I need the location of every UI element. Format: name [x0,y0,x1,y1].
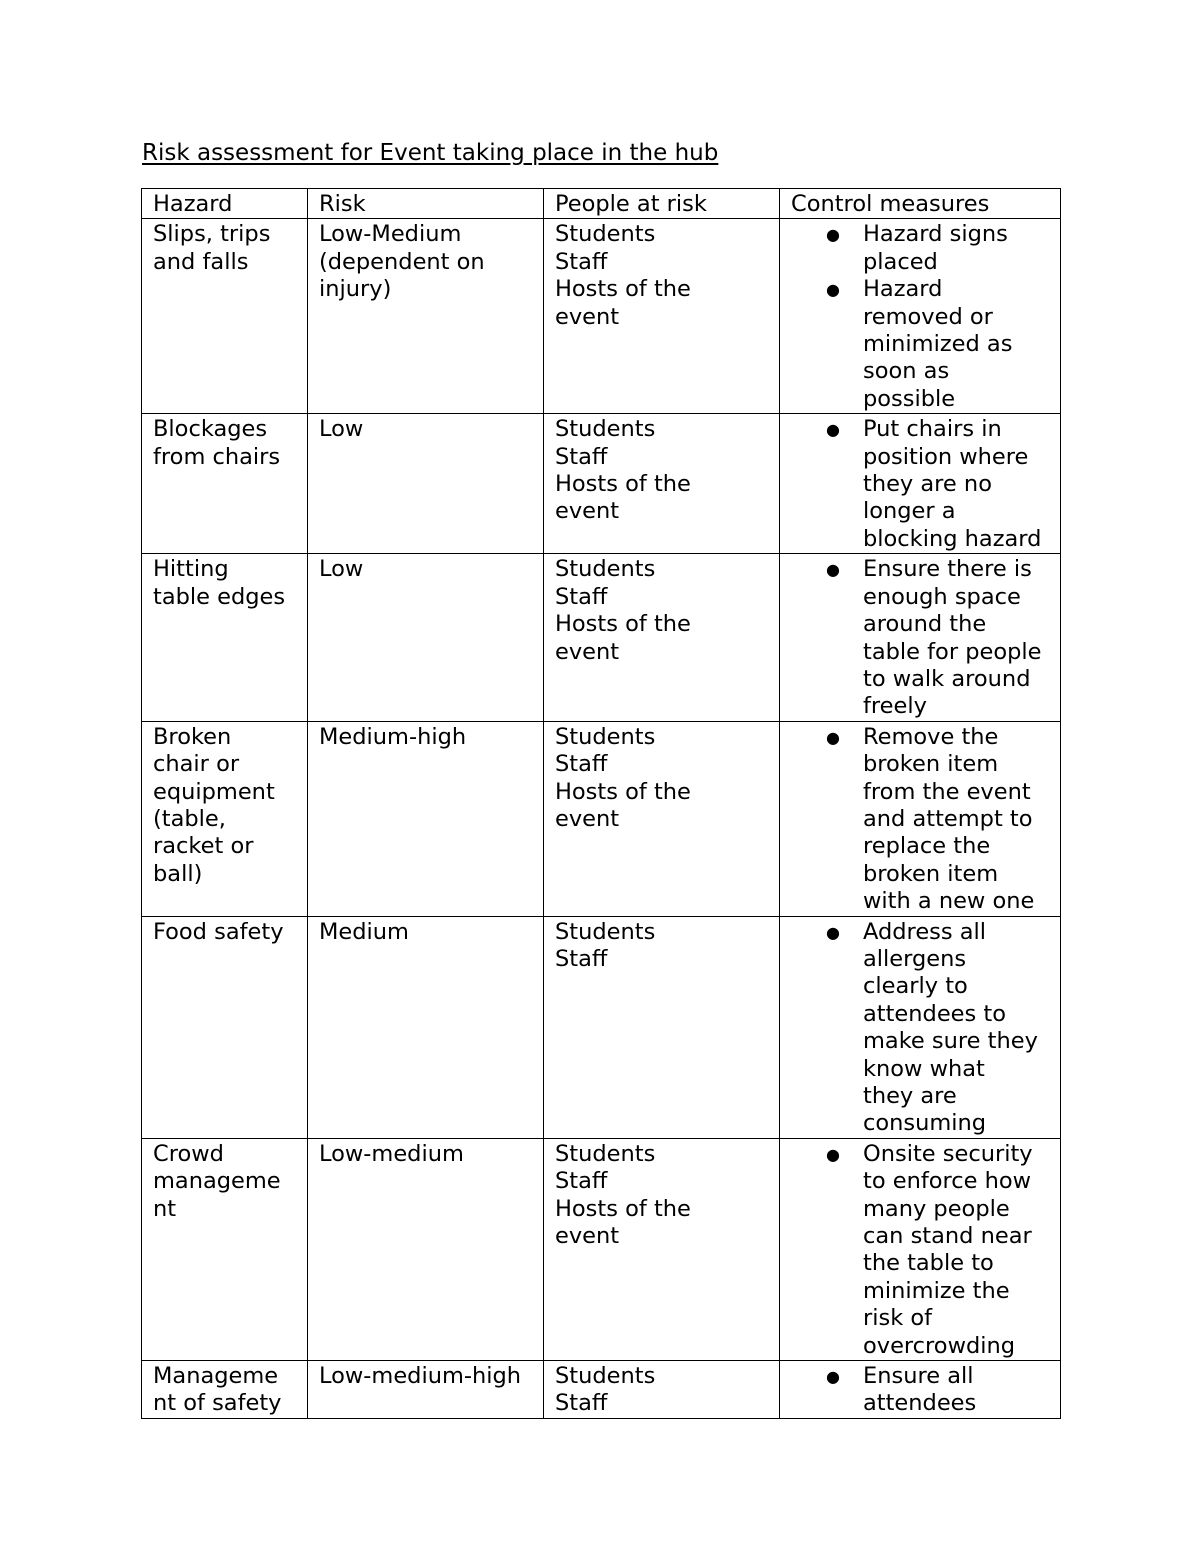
table-row [142,916,1061,1138]
risk-cell [308,414,544,554]
control-measure-line: blocking hazard [863,525,1042,552]
control-measure-line: attendees [863,1390,977,1417]
control-measure-line: enough space [863,583,1021,610]
bullet-icon: ● [826,1144,840,1164]
control-measure-line: Address all [863,918,987,945]
control-measure-line: table for people [863,638,1042,665]
control-measure-line: position where [863,443,1029,470]
control-measure-line: around the [863,611,987,638]
control-measure-line: consuming [863,1110,987,1137]
bullet-icon: ● [826,225,840,245]
control-measures-cell [780,916,1061,1138]
people-at-risk-cell [544,414,780,554]
control-measure-line: possible [863,385,956,412]
hazard-cell-line: nt of safety [153,1390,282,1417]
hazard-cell-line: Slips, trips [153,221,271,248]
control-measures-list [791,221,1054,413]
control-measure-line: they are no [863,471,992,498]
control-measures-cell [780,219,1061,414]
control-measure-line: can stand near [863,1223,1032,1250]
hazard-cell-line: Manageme [153,1363,279,1390]
control-measures-list [791,556,1054,720]
control-measures-list [791,1141,1054,1360]
risk-cell-line: Low-medium-high [319,1363,522,1390]
hazard-cell-line: racket or [153,833,254,860]
control-measure-line: Hazard signs [863,221,1008,248]
risk-cell-line: Medium-high [319,723,467,750]
bullet-icon: ● [826,280,840,300]
header-people-at-risk: People at risk [544,189,780,219]
control-measure-item [826,276,1054,413]
control-measure-line: Onsite security [863,1140,1033,1167]
hazard-cell-line: equipment [153,778,275,805]
people-at-risk-cell-line: Staff [555,751,608,778]
people-at-risk-cell-line: event [555,805,620,832]
hazard-cell-line: table edges [153,583,286,610]
control-measure-line: Remove the [863,723,999,750]
hazard-cell [142,414,308,554]
people-at-risk-cell [544,554,780,721]
control-measure-item [826,221,1054,276]
control-measure-line: many people [863,1195,1010,1222]
control-measure-item [826,918,1054,1138]
hazard-cell-line: Food safety [153,918,284,945]
people-at-risk-cell-line: event [555,638,620,665]
control-measure-line: from the event [863,778,1031,805]
control-measure-line: removed or [863,303,993,330]
control-measure-line: risk of [863,1305,933,1332]
people-at-risk-cell-line: Students [555,221,656,248]
risk-cell [308,721,544,916]
control-measure-line: the table to [863,1250,994,1277]
control-measure-line: to walk around [863,665,1031,692]
control-measure-line: Ensure all [863,1363,974,1390]
control-measure-line: broken item [863,751,999,778]
table-row [142,1138,1061,1360]
control-measure-line: allergens [863,945,967,972]
control-measure-item [826,1363,1054,1418]
hazard-cell-line: manageme [153,1168,281,1195]
people-at-risk-cell-line: Hosts of the [555,471,691,498]
risk-cell [308,554,544,721]
hazard-cell-line: Broken [153,723,232,750]
hazard-cell [142,219,308,414]
control-measure-line: and attempt to [863,805,1033,832]
control-measures-list [791,724,1054,916]
hazard-cell-line: Blockages [153,416,268,443]
people-at-risk-cell [544,916,780,1138]
people-at-risk-cell-line: Hosts of the [555,276,691,303]
people-at-risk-cell-line: Staff [555,583,608,610]
control-measure-line: clearly to [863,973,968,1000]
hazard-cell-line: nt [153,1195,177,1222]
people-at-risk-cell-line: Staff [555,1168,608,1195]
bullet-icon: ● [826,420,840,440]
risk-cell-line: Low-medium [319,1140,464,1167]
control-measures-cell [780,721,1061,916]
control-measure-line: longer a [863,498,956,525]
hazard-cell [142,1138,308,1360]
hazard-cell-line: ball) [153,860,203,887]
control-measures-list [791,1363,1054,1418]
people-at-risk-cell-line: event [555,303,620,330]
control-measures-cell [780,554,1061,721]
risk-cell [308,916,544,1138]
table-header-row [142,189,1061,219]
control-measure-line: replace the [863,833,991,860]
control-measures-list [791,416,1054,553]
control-measure-line: they are [863,1083,957,1109]
hazard-cell-line: Crowd [153,1140,224,1167]
control-measure-item [826,556,1054,720]
people-at-risk-cell-line: event [555,1223,620,1250]
control-measures-cell [780,414,1061,554]
hazard-cell [142,1361,308,1419]
risk-cell-line: Low-Medium [319,221,462,248]
people-at-risk-cell-line: Staff [555,443,608,470]
header-hazard: Hazard [142,189,308,219]
risk-cell-line: Low [319,556,364,583]
table-row [142,1361,1061,1419]
table-row [142,721,1061,916]
hazard-cell-line: chair or [153,751,240,778]
header-risk: Risk [308,189,544,219]
people-at-risk-cell-line: Staff [555,1390,608,1417]
control-measure-line: freely [863,693,927,720]
bullet-icon: ● [826,1367,840,1387]
hazard-cell-line: and falls [153,248,249,275]
control-measure-line: placed [863,248,938,275]
hazard-cell-line: Hitting [153,556,229,583]
table-row [142,554,1061,721]
table-row [142,219,1061,414]
risk-cell-line: injury) [319,276,392,303]
risk-cell [308,1138,544,1360]
people-at-risk-cell-line: Staff [555,945,608,972]
risk-cell-line: Low [319,416,364,443]
risk-cell-line: Medium [319,918,409,945]
control-measure-line: with a new one [863,888,1035,915]
hazard-cell [142,554,308,721]
people-at-risk-cell [544,1138,780,1360]
control-measure-line: minimized as [863,331,1013,358]
people-at-risk-cell-line: Students [555,556,656,583]
people-at-risk-cell [544,721,780,916]
risk-cell [308,219,544,414]
risk-assessment-table [141,188,1061,1419]
people-at-risk-cell [544,1361,780,1419]
control-measure-line: overcrowding [863,1332,1016,1359]
hazard-cell-line: (table, [153,805,226,832]
page-title: Risk assessment for Event taking place in the hub [142,140,719,166]
hazard-cell [142,916,308,1138]
control-measures-cell [780,1138,1061,1360]
people-at-risk-cell-line: Students [555,723,656,750]
people-at-risk-cell-line: Hosts of the [555,611,691,638]
header-control-measures: Control measures [780,189,1061,219]
control-measure-line: attendees to [863,1000,1006,1027]
control-measure-item [826,1140,1054,1360]
control-measure-line: broken item [863,860,999,887]
people-at-risk-cell-line: Staff [555,248,608,275]
bullet-icon: ● [826,727,840,747]
control-measure-line: Hazard [863,276,943,303]
control-measure-line: minimize the [863,1277,1010,1304]
control-measure-line: Ensure there is [863,556,1032,583]
hazard-cell-line: from chairs [153,443,281,470]
people-at-risk-cell-line: event [555,498,620,525]
table-row [142,414,1061,554]
control-measures-cell [780,1361,1061,1419]
bullet-icon: ● [826,560,840,580]
control-measure-item [826,416,1054,553]
control-measures-list [791,919,1054,1138]
control-measure-line: to enforce how [863,1168,1032,1195]
table-body [142,189,1061,1419]
people-at-risk-cell-line: Students [555,1140,656,1167]
hazard-cell [142,721,308,916]
risk-cell [308,1361,544,1419]
control-measure-item [826,723,1054,916]
control-measure-line: know what [863,1055,985,1082]
people-at-risk-cell [544,219,780,414]
people-at-risk-cell-line: Hosts of the [555,1195,691,1222]
people-at-risk-cell-line: Hosts of the [555,778,691,805]
people-at-risk-cell-line: Students [555,416,656,443]
bullet-icon: ● [826,922,840,942]
risk-cell-line: (dependent on [319,248,485,275]
people-at-risk-cell-line: Students [555,918,656,945]
control-measure-line: Put chairs in [863,416,1002,443]
people-at-risk-cell-line: Students [555,1363,656,1390]
control-measure-line: make sure they [863,1028,1038,1055]
control-measure-line: soon as [863,358,950,385]
